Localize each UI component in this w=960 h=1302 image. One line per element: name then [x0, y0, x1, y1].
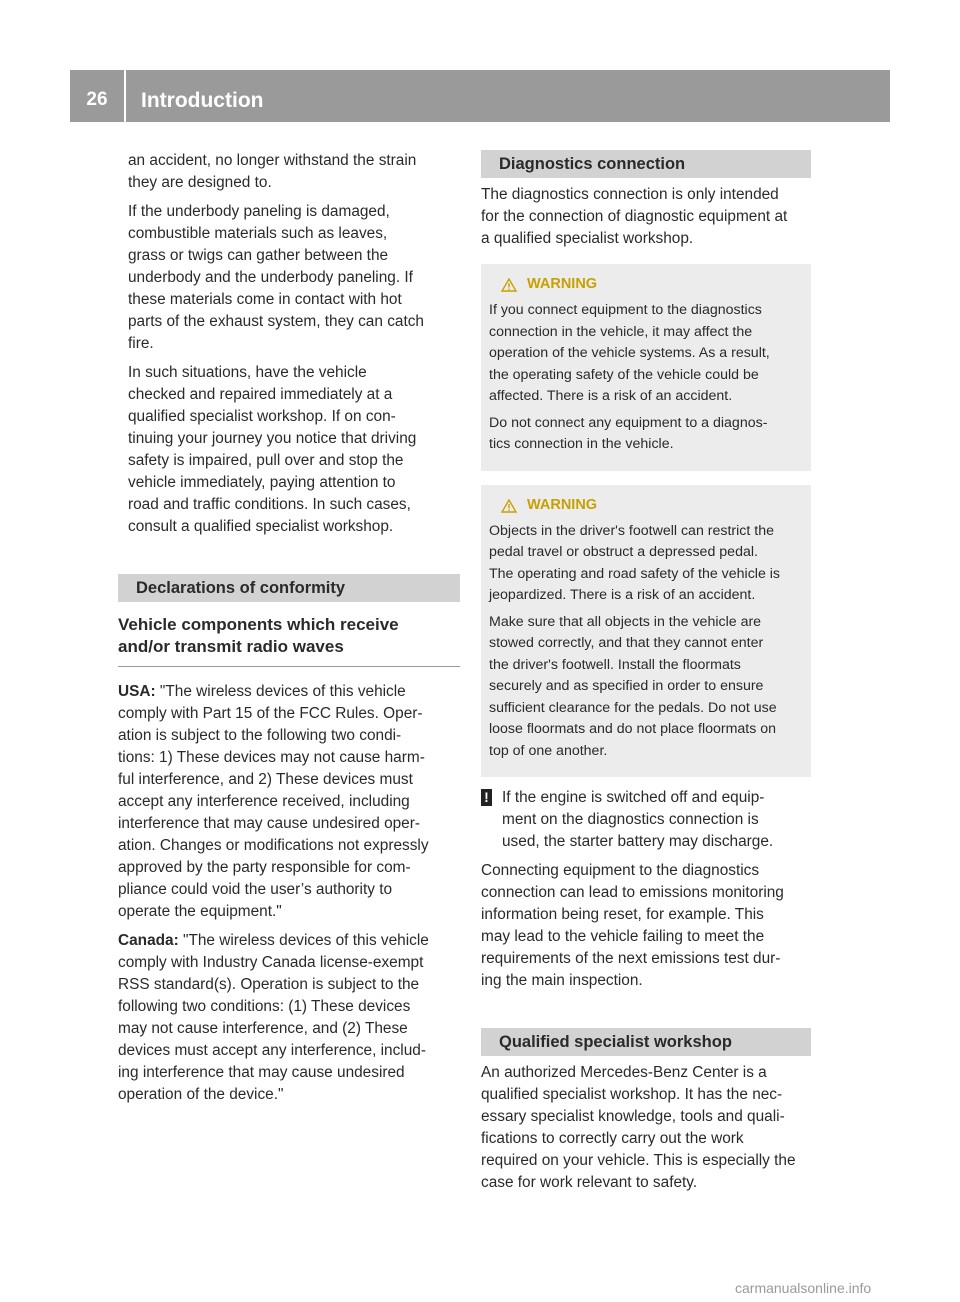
warning-text: Make sure that all objects in the vehicle are stowed correctly, and that they cannot enter the driver's footwell. Install the floormats securely and as specified in order to ensure sufficient clearance for the pedals. Do not use loose floormats and do not place floormats on top of one another.	[489, 613, 777, 759]
warning-box-1	[481, 264, 811, 471]
radio-heading: Vehicle components which receive and/or transmit radio waves	[118, 614, 460, 667]
left-column	[118, 150, 460, 1113]
workshop-heading: Qualified specialist workshop	[481, 1028, 811, 1056]
canada-paragraph: Canada: "The wireless devices of this vehicle comply with Industry Canada license-exempt RSS standard(s). Operation is subject to the following two conditions: (1) These devices may not cause interference, and (2) These devices must accept any interference, includ- ing interference that may cause undesired operation of the device."	[118, 932, 429, 1103]
note-text: If the engine is switched off and equip- ment on the diagnostics connection is used, the starter battery may discharge.	[502, 789, 774, 850]
battery-note	[481, 787, 811, 853]
warning-triangle-icon	[501, 499, 517, 513]
warning-title: WARNING	[501, 495, 803, 517]
page-header	[70, 70, 890, 122]
warning-triangle-icon	[501, 278, 517, 292]
exclamation-icon: !	[481, 789, 492, 806]
watermark: carmanualsonline.info	[735, 1280, 872, 1296]
warning-text: If you connect equipment to the diagnostics connection in the vehicle, it may affect the operation of the vehicle systems. As a result, the operating safety of the vehicle could be affected. There is a risk of an accident.	[489, 302, 770, 404]
warning-title: WARNING	[501, 274, 803, 296]
underbody-paragraph: If the underbody paneling is damaged, combustible materials such as leaves, grass or twigs can gather between the underbody and the underbody paneling. If these materials come in contact with hot parts of the exhaust system, they can catch fire.	[128, 203, 424, 352]
situations-paragraph: In such situations, have the vehicle checked and repaired immediately at a qualified specialist workshop. If on con- tinuing your journey you notice that driving safety is impaired, pull over and stop the vehicle immediately, paying attention to road and traffic conditions. In such cases, consult a qualified specialist workshop.	[128, 364, 417, 535]
workshop-paragraph: An authorized Mercedes-Benz Center is a qualified specialist workshop. It has the nec- essary specialist knowledge, tools and quali- fications to correctly carry out the work required on your vehicle. This is especially the case for work relevant to safety.	[481, 1064, 796, 1191]
usa-paragraph: USA: "The wireless devices of this vehicle comply with Part 15 of the FCC Rules. Oper- ation is subject to the following two condi- tions: 1) These devices may not cause harm- ful interference, and 2) These devices must accept any interference received, including interference that may cause undesired oper- ation. Changes or modifications not expressly approved by the party responsible for com- pliance could void the user’s authority to operate the equipment."	[118, 683, 429, 920]
usa-label: USA:	[118, 683, 156, 700]
intro-text: an accident, no longer withstand the strain they are designed to.	[128, 152, 417, 191]
warning-text: Objects in the driver's footwell can restrict the pedal travel or obstruct a depressed pedal. The operating and road safety of the vehicle is jeopardized. There is a risk of an accident.	[489, 522, 781, 603]
right-column	[481, 150, 811, 1201]
section-title: Introduction	[141, 89, 264, 112]
conformity-heading: Declarations of conformity	[118, 574, 460, 602]
page-number: 26	[70, 70, 126, 122]
diagnostics-paragraph: The diagnostics connection is only intended for the connection of diagnostic equipment at a qualified specialist workshop.	[481, 186, 788, 247]
warning-text: Do not connect any equipment to a diagnos- tics connection in the vehicle.	[489, 414, 768, 452]
warning-box-2	[481, 485, 811, 778]
diagnostics-heading: Diagnostics connection	[481, 150, 811, 178]
canada-label: Canada:	[118, 932, 179, 949]
connecting-paragraph: Connecting equipment to the diagnostics connection can lead to emissions monitoring information being reset, for example. This may lead to the vehicle failing to meet the requirements of the next emissions test dur- ing the main inspection.	[481, 862, 784, 989]
